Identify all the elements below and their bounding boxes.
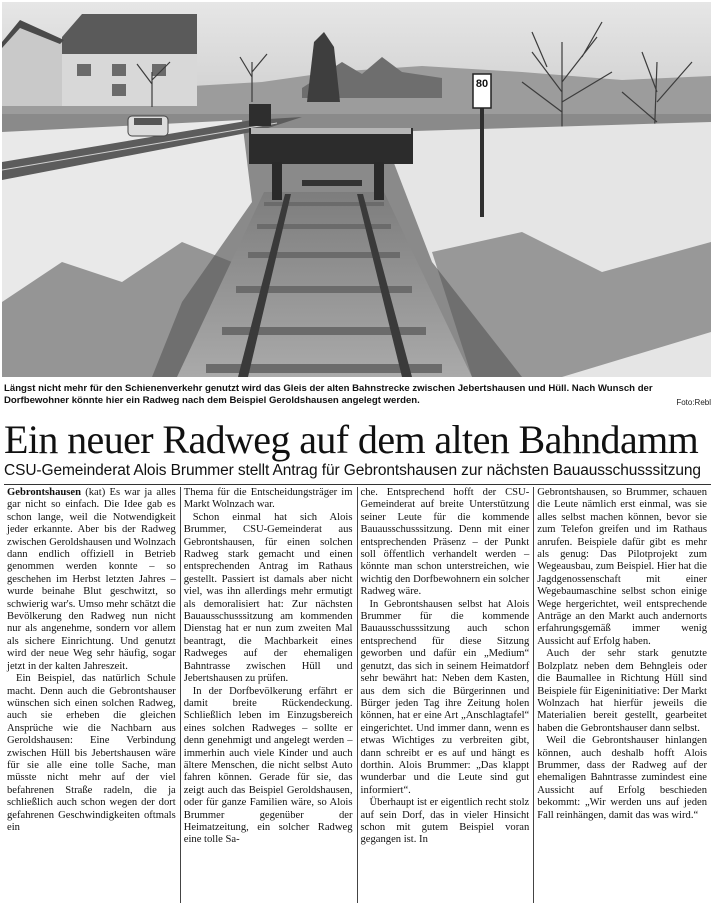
headline-rule bbox=[4, 484, 711, 485]
article-column-2 bbox=[181, 487, 358, 903]
paragraph: Ein Beispiel, das natürlich Schule macht. Denn auch die Gebrontshauser wünschen sich einen solchen Radweg, auch sie erheben die gleichen Ansprüche wie die Nachbarn aus Geroldshausen: Eine Verbindung zwischen Hüll bis Jebertshausen wäre für sie alle eine tolle Sache, man müsste nicht mehr auf der viel befahrenen Straße radeln, die ja schließlich auch schon wegen der dort gefahrenen Geschwindigkeiten oftmals ein bbox=[7, 673, 176, 833]
subheadline: CSU-Gemeinderat Alois Brummer stellt Antrag für Gebrontshausen zur nächsten Bauausschusssitzung bbox=[4, 462, 701, 479]
article-photo bbox=[2, 2, 711, 377]
dateline: Gebrontshausen bbox=[7, 487, 81, 498]
paragraph: Überhaupt ist er eigentlich recht stolz auf sein Dorf, das in vieler Hinsicht schon mit gutem Beispiel voran gegangen ist. In bbox=[360, 797, 530, 846]
paragraph bbox=[7, 487, 176, 673]
photo-rail-track-snow bbox=[2, 2, 711, 377]
paragraph: Auch der sehr stark genutzte Bolzplatz neben dem Behngleis oder die Baumallee in Richtung Hüll sind Beispiele für Eigeninitiative: Der Markt Wolnzach hat hierfür jeweils die Materialien bereit gestellt, gearbeitet haben die Gebrontshauser dann selbst. bbox=[537, 648, 707, 734]
speed-sign-label: 80 bbox=[475, 78, 489, 90]
paragraph: In Gebrontshausen selbst hat Alois Brummer für die kommende Bauausschusssitzung auch schon entsprechend für diese Sitzung geworben und dafür ein „Medium“ genutzt, das sich in seinem Heimatdorf sehr bewährt hat: Neben dem Kasten, aus dem sich die Bürgerinnen und Bürger jeden Tag ihre Zeitung holen können, hat er eine Art „Anschlagtafel“ eingerichtet. Und immer dann, wenn es etwas Wichtiges zu verbreiten gibt, dann schreibt er es auf und hängt es dorthin. Alois Brummer: „Das klappt wunderbar und die Leute sind gut informiert“. bbox=[360, 598, 530, 796]
paragraph: Schon einmal hat sich Alois Brummer, CSU-Gemeinderat aus Gebrontshausen, für einen solchen Radweg stark gemacht und einen entsprechenden Antrag im Rathaus gestellt. Passiert ist damals aber nicht viel, was ihn allerdings mehr ermutigt als demoralisiert hat: Zur nächsten Bauausschusssitzung am kommenden Dienstag hat er nun zum zweiten Mal beantragt, die Machbarkeit eines Radweges auf der ehemaligen Bahntrasse zwischen Hüll und Jebertshausen zu prüfen. bbox=[183, 511, 353, 685]
article-column-1 bbox=[4, 487, 181, 903]
paragraph: Gebrontshausen, so Brummer, schauen die Leute nämlich erst einmal, was sie alles selbst machen können, bevor sie zum Telefon greifen und im Rathaus anrufen. Beispiele dafür gibt es mehr als genug: Das Pilotprojekt zum Wegeausbau, zum Beispiel. Hier hat die Jagdgenossenschaft mit einer Wegebaumaschine selbst schon einige Wege hergerichtet, weil entsprechende Anträge an den Markt auch andernorts erfahrungsgemäß immer wenig Aussicht auf Erfolg haben. bbox=[537, 487, 707, 647]
photo-credit: Foto:Rebl bbox=[676, 398, 711, 407]
paragraph: Weil die Gebrontshauser hinlangen können, auch deshalb hofft Alois Brummer, dass der Radweg auf der ehemaligen Bahntrasse zumindest eine Aussicht auf Erfolg beschieden bekommt: „Wir werden uns auf jeden Fall reinhängen, damit das was wird.“ bbox=[537, 735, 707, 821]
paragraph-text: (kat) Es war ja alles gar nicht so einfach. Die Idee gab es schon lange, weil die Notwendigkeit jeder erkannte. Aber bis der Radweg zwischen Geroldshausen und Wolnzach dann endlich offiziell in Betrieb genommen werden konnte – so geschehen im Herbst letzten Jahres – wurde beinahe Blut geschwitzt, so schwierig war's. Umso mehr schätzt die Bevölkerung den Radweg nun nicht nur als angenehme, sondern vor allem als sichere Einrichtung. Und genutzt wird der neue Weg sehr häufig, sogar jetzt in der kalten Jahreszeit. bbox=[7, 487, 176, 672]
headline: Ein neuer Radweg auf dem alten Bahndamm bbox=[4, 417, 699, 462]
article-column-3 bbox=[358, 487, 535, 903]
paragraph: In der Dorfbevölkerung erfährt er damit breite Rückendeckung. Schließlich leben im Einzugsbereich eines solchen Radweges – sollte er denn genehmigt und angelegt werden – immerhin auch viele Kinder und auch ältere Menschen, die nicht selbst Auto fahren können. Gerade für sie, das zeigt auch das Beispiel Geroldshausen, oder für ganze Familien wäre, so Alois Brummer gegenüber der Heimatzeitung, ein solcher Radweg eine tolle Sa- bbox=[183, 685, 353, 846]
article-column-4 bbox=[534, 487, 711, 903]
article-body bbox=[4, 487, 711, 903]
photo-caption: Längst nicht mehr für den Schienenverkehr genutzt wird das Gleis der alten Bahnstrecke zwischen Jebertshausen und Hüll. Nach Wunsch der Dorfbewohner könnte hier ein Radweg nach dem Beispiel Geroldshausen angelegt werden. bbox=[4, 383, 653, 407]
paragraph: Thema für die Entscheidungsträger im Markt Wolnzach war. bbox=[183, 487, 353, 511]
paragraph: che. Entsprechend hofft der CSU-Gemeinderat auf breite Unterstützung seiner Leute für die kommende Bauausschusssitzung. Denn mit einer entsprechenden Präsenz – der Punkt soll öffentlich verhandelt werden – könnte man schon unterstreichen, wie wichtig den Dorfbewohnern ein solcher Radweg wäre. bbox=[360, 487, 530, 598]
